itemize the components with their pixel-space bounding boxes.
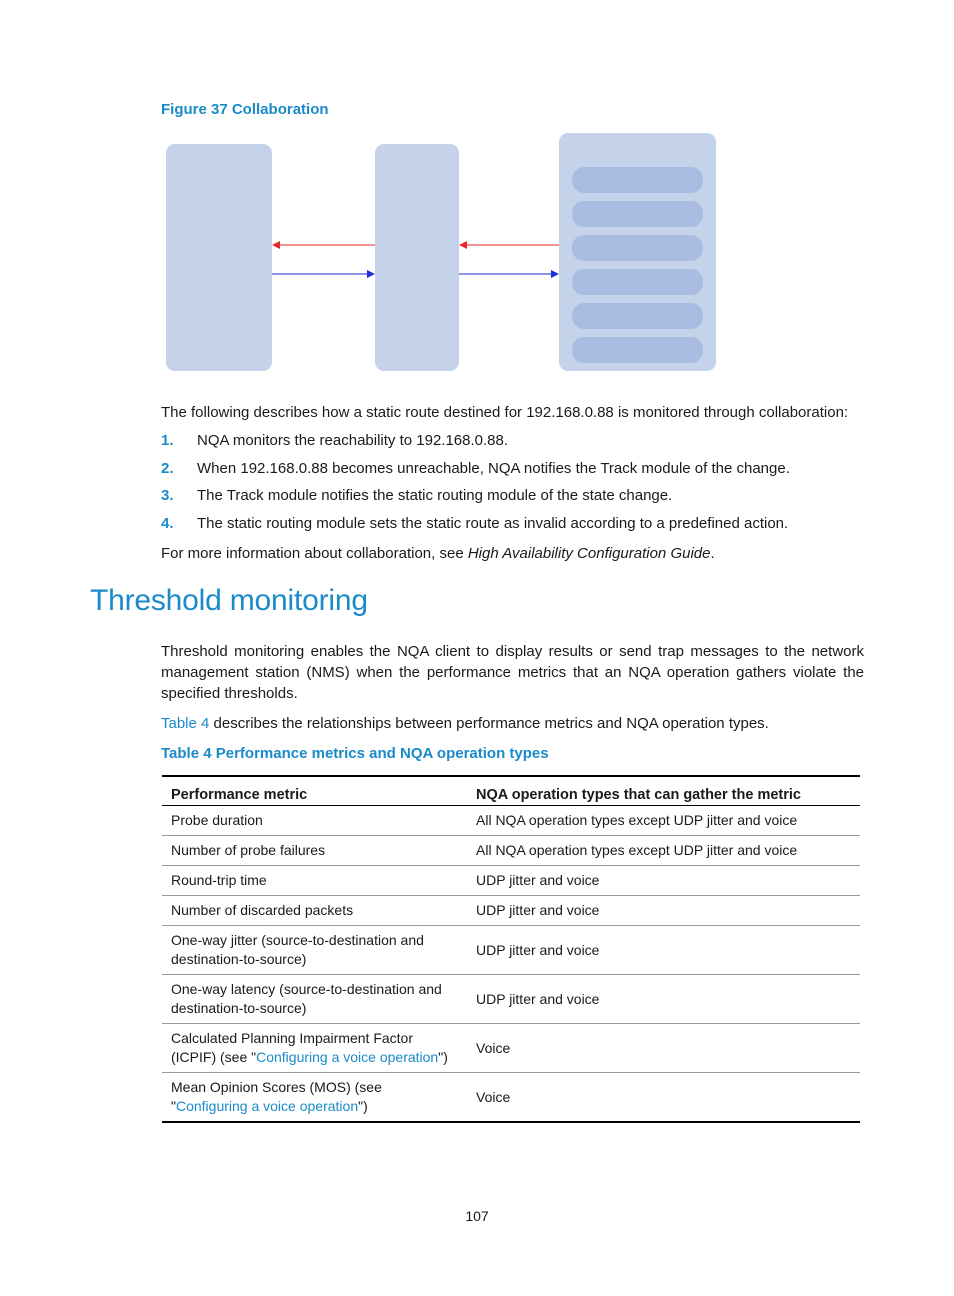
table-row: One-way jitter (source-to-destination and destination-to-source) UDP jitter and voice <box>162 926 860 975</box>
section-paragraph: Threshold monitoring enables the NQA client to display results or send trap messages to the network management station (NMS) when the performance metrics that an NQA operation gathers violate the specified thresholds. <box>161 643 864 702</box>
collaboration-diagram <box>0 0 954 380</box>
table-row: Calculated Planning Impairment Factor (ICPIF) (see "Configuring a voice operation") Voice <box>162 1024 860 1073</box>
table-row: Number of discarded packets UDP jitter and voice <box>162 896 860 926</box>
more-info: For more information about collaboration, see High Availability Configuration Guide. <box>161 545 715 562</box>
metrics-table <box>162 775 860 1123</box>
column-header: NQA operation types that can gather the metric <box>467 776 860 806</box>
table-reference: Table 4 describes the relationships between performance metrics and NQA operation types. <box>161 715 769 732</box>
voice-operation-link[interactable]: Configuring a voice operation <box>256 1049 439 1065</box>
list-item: 2. When 192.168.0.88 becomes unreachable, NQA notifies the Track module of the change. <box>161 459 790 477</box>
intro-paragraph: The following describes how a static route destined for 192.168.0.88 is monitored through collaboration: <box>161 404 849 421</box>
section-title: Threshold monitoring <box>90 584 368 617</box>
list-item: 3. The Track module notifies the static routing module of the state change. <box>161 487 673 504</box>
page-number: 107 <box>465 1208 489 1224</box>
table-header-row <box>162 776 860 806</box>
arrows <box>0 0 954 380</box>
table-row: Round-trip time UDP jitter and voice <box>162 866 860 896</box>
column-header: Performance metric <box>162 776 467 806</box>
table-4-link[interactable]: Table 4 <box>161 715 210 732</box>
steps-list <box>161 427 881 537</box>
voice-operation-link[interactable]: Configuring a voice operation <box>175 1098 359 1114</box>
list-item: 1. NQA monitors the reachability to 192.168.0.88. <box>161 432 509 449</box>
figure-caption: Figure 37 Collaboration <box>161 101 329 118</box>
list-item: 4. The static routing module sets the static route as invalid according to a predefined action. <box>161 514 789 532</box>
guide-title: High Availability Configuration Guide <box>467 545 711 562</box>
table-row: Number of probe failures All NQA operation types except UDP jitter and voice <box>162 836 860 866</box>
table-row: Mean Opinion Scores (MOS) (see "Configuring a voice operation") Voice <box>171 1079 511 1114</box>
table-row: One-way latency (source-to-destination and destination-to-source) UDP jitter and voice <box>162 975 860 1024</box>
table-caption: Table 4 Performance metrics and NQA operation types <box>161 745 549 762</box>
table-row: Probe duration All NQA operation types except UDP jitter and voice <box>162 806 860 836</box>
